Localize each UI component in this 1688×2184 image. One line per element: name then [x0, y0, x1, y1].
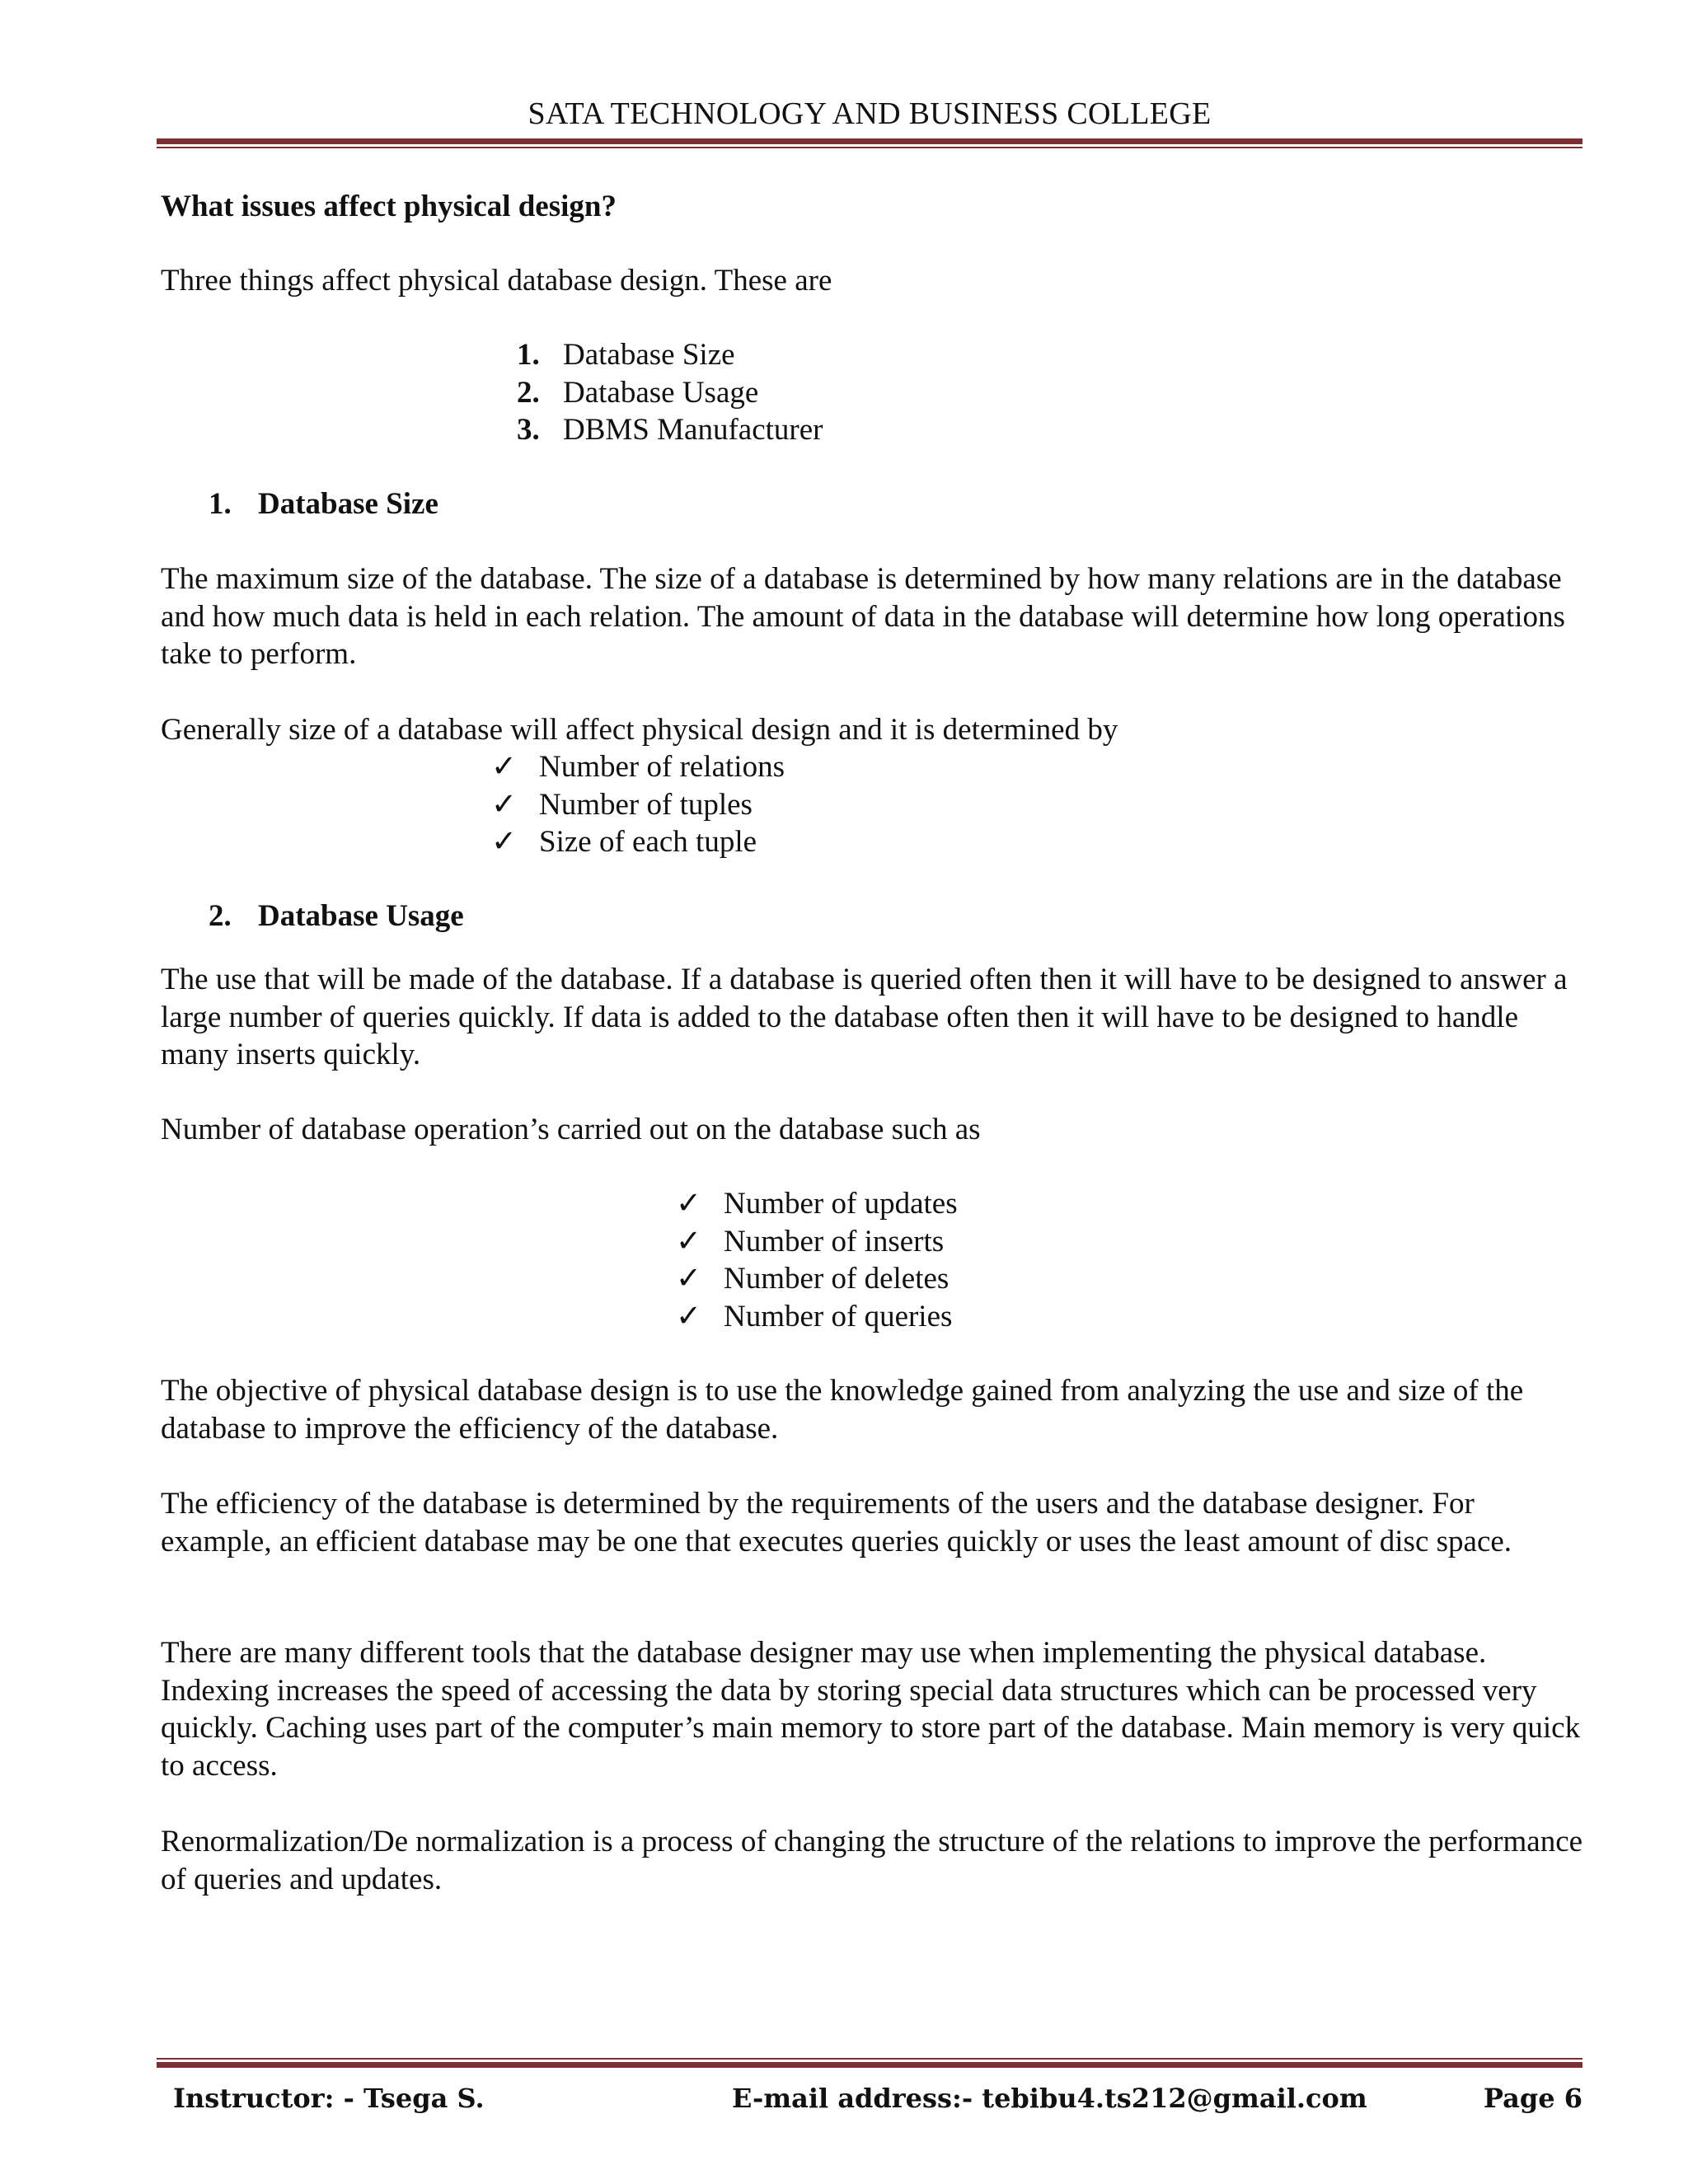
list-label: Number of relations [539, 750, 785, 784]
section-number: 2. [209, 899, 232, 933]
list-number: 1. [517, 338, 540, 372]
section-heading-database-usage [209, 898, 464, 934]
paragraph: The maximum size of the database. The size of a database is determined by how many relations are in the database and how much data is held in each relation. The amount of data in the database will determine how long operations take to perform. [161, 562, 1565, 671]
paragraph: The objective of physical database design is to use the knowledge gained from analyzing the use and size of the database to improve the efficiency of the database. [161, 1374, 1524, 1446]
footer-instructor: Instructor: - Tsega S. [173, 2083, 485, 2114]
list-item [517, 411, 823, 449]
list-label: Database Size [563, 338, 735, 372]
check-icon: ✓ [491, 787, 518, 822]
list-number: 2. [517, 375, 540, 410]
list-item [517, 374, 823, 412]
page-heading: What issues affect physical design? [161, 190, 617, 223]
list-label: Number of tuples [539, 787, 753, 822]
section-heading-database-size [209, 486, 438, 522]
paragraph: Number of database operation’s carried out on the database such as [161, 1113, 981, 1146]
footer-email: E-mail address:- tebibu4.ts212@gmail.com [732, 2083, 1367, 2114]
header-title: SATA TECHNOLOGY AND BUSINESS COLLEGE [528, 96, 1212, 131]
paragraph: The use that will be made of the database. If a database is queried often then it will have to be designed to answer a large number of queries quickly. If data is added to the database often then it will have to be designed to handle many inserts quickly. [161, 963, 1568, 1071]
list-item [676, 1260, 958, 1298]
list-item [517, 336, 823, 374]
list-item [676, 1185, 958, 1223]
list-item [676, 1223, 958, 1261]
list-label: Number of deletes [724, 1262, 950, 1296]
check-icon: ✓ [676, 1224, 702, 1258]
list-label: Number of queries [724, 1299, 953, 1333]
paragraph: Generally size of a database will affect physical design and it is determined by [161, 713, 1118, 747]
list-label: DBMS Manufacturer [563, 413, 823, 447]
paragraph: Renormalization/De normalization is a process of changing the structure of the relations to improve the performance of queries and updates. [161, 1825, 1583, 1896]
list-number: 3. [517, 413, 540, 447]
factor-list [517, 336, 823, 449]
footer-page-number: Page 6 [1483, 2083, 1582, 2114]
size-check-list [491, 748, 785, 861]
footer-rule [157, 2058, 1582, 2068]
list-label: Number of inserts [724, 1224, 945, 1258]
check-icon: ✓ [491, 825, 518, 859]
paragraph: There are many different tools that the database designer may use when implementing the physical database. Indexing increases the speed of accessing the data by storing special data structures which can be processed very quickly. Caching uses part of the computer’s main memory to store part of the database. Main memory is very quick to access. [161, 1636, 1581, 1783]
section-title: Database Size [258, 487, 438, 521]
check-icon: ✓ [676, 1187, 702, 1221]
list-label: Database Usage [563, 375, 759, 410]
list-item [676, 1298, 958, 1336]
list-label: Size of each tuple [539, 825, 757, 859]
check-icon: ✓ [676, 1299, 702, 1333]
intro-text: Three things affect physical database design. These are [161, 264, 832, 298]
check-icon: ✓ [491, 750, 518, 784]
list-item [491, 748, 785, 786]
list-item [491, 786, 785, 824]
list-item [491, 823, 785, 861]
section-number: 1. [209, 487, 232, 521]
header-rule [157, 138, 1582, 148]
paragraph: The efficiency of the database is determined by the requirements of the users and the database designer. For example, an efficient database may be one that executes queries quickly or uses the least amount of disc space. [161, 1487, 1512, 1558]
section-title: Database Usage [258, 899, 464, 933]
check-icon: ✓ [676, 1262, 702, 1296]
list-label: Number of updates [724, 1187, 958, 1221]
usage-check-list [676, 1185, 958, 1335]
